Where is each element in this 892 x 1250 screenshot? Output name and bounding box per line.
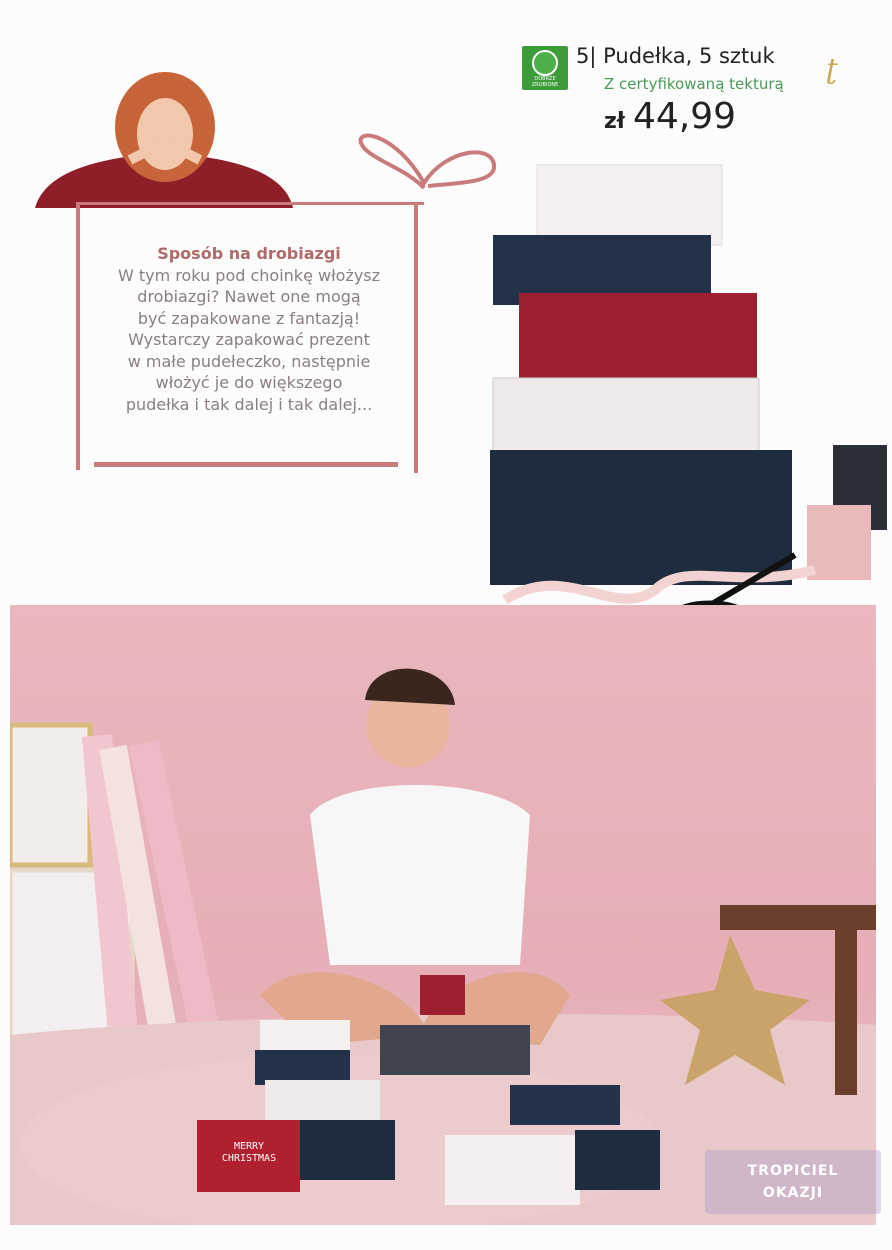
eco-badge: DOBRZE ZROBIONE — [522, 46, 568, 90]
currency: zł — [604, 109, 625, 134]
price-value: 44,99 — [632, 96, 737, 137]
gift-bow-drawing — [356, 128, 498, 194]
tip-heading: Sposób na drobiazgi — [157, 244, 341, 263]
tip-line: Wystarczy zapakować prezent — [128, 330, 370, 349]
product-price — [604, 96, 736, 137]
tip-frame-right — [414, 205, 418, 473]
watermark-line: TROPICIEL — [747, 1163, 839, 1179]
gift-boxes-photo — [485, 160, 890, 640]
watermark-line: OKAZJI — [762, 1185, 824, 1201]
product-subtitle: Z certyfikowaną tekturą — [604, 75, 784, 93]
brand-logo: ʈ — [826, 52, 838, 85]
tip-line: być zapakowane z fantazją! — [137, 308, 361, 328]
tip-line: włożyć je do większego — [155, 373, 343, 392]
tip-line: pudełka i tak dalej i tak dalej... — [125, 394, 373, 414]
watermark — [705, 1150, 881, 1214]
lifestyle-scene — [10, 605, 876, 1225]
tip-line: w małe pudełeczko, następnie — [127, 351, 371, 371]
lifestyle-photo — [10, 605, 876, 1225]
product-title: 5| Pudełka, 5 sztuk — [576, 44, 775, 68]
tip-box — [84, 243, 414, 415]
tip-line: drobiazgi? Nawet one mogą — [137, 287, 361, 306]
woman-photo — [35, 72, 293, 210]
tip-line: W tym roku pod choinkę włożysz — [117, 265, 381, 285]
globe-icon — [532, 50, 558, 76]
merry-christmas-box-label: MERRY CHRISTMAS — [221, 1141, 277, 1164]
tip-frame-bottom — [94, 462, 398, 467]
